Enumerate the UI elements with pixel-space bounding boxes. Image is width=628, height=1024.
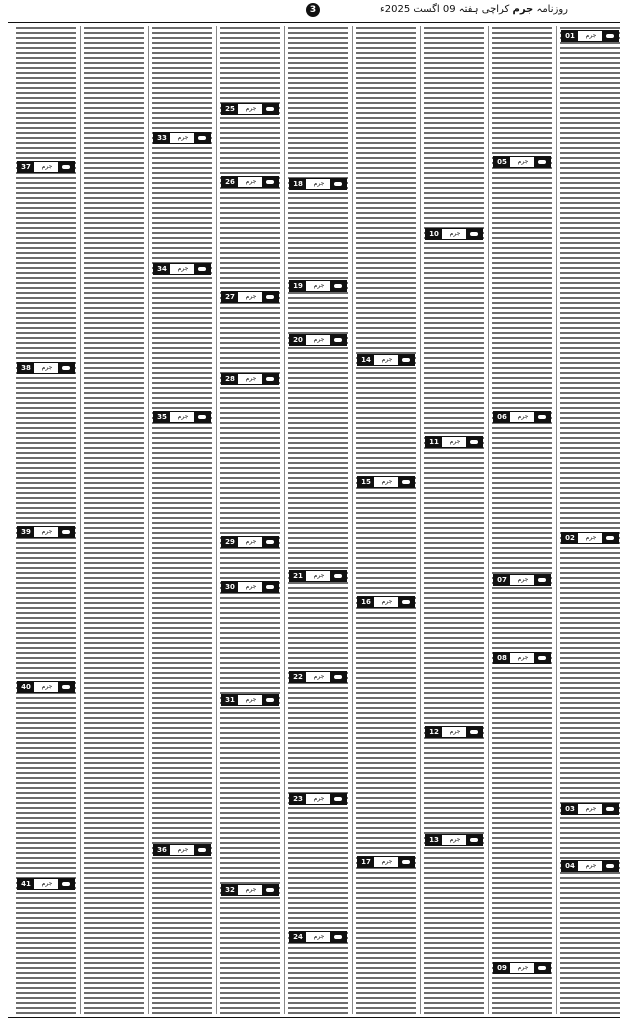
notice-header	[17, 161, 75, 173]
notice-header	[357, 354, 415, 366]
newspaper-logo-icon	[466, 229, 482, 239]
notice-header	[561, 532, 619, 544]
header-rule	[8, 22, 620, 23]
notice-label: جرم	[381, 858, 393, 865]
notice-label: جرم	[177, 413, 189, 420]
footer-rule	[8, 1017, 620, 1018]
notice-number: 09	[494, 963, 510, 973]
notice-number: 27	[222, 292, 238, 302]
notice-header	[221, 581, 279, 593]
notice-header	[221, 884, 279, 896]
notice-label: جرم	[449, 836, 461, 843]
notice-number: 10	[426, 229, 442, 239]
notice-label: جرم	[245, 178, 257, 185]
notice-label: جرم	[245, 886, 257, 893]
column-4	[356, 26, 416, 1014]
notice-number: 39	[18, 527, 34, 537]
notice-label: جرم	[41, 683, 53, 690]
page-number: 3	[306, 3, 320, 17]
notice-label: جرم	[585, 32, 597, 39]
notice-number: 17	[358, 857, 374, 867]
notice-number: 22	[290, 672, 306, 682]
notice-header	[493, 962, 551, 974]
title-prefix: روزنامہ	[536, 4, 568, 15]
newspaper-logo-icon	[398, 355, 414, 365]
newspaper-logo-icon	[330, 932, 346, 942]
notice-number: 18	[290, 179, 306, 189]
notice-number: 03	[562, 804, 578, 814]
newspaper-logo-icon	[534, 575, 550, 585]
notice-header	[561, 30, 619, 42]
notice-number: 02	[562, 533, 578, 543]
notice-label: جرم	[517, 576, 529, 583]
notice-header	[289, 280, 347, 292]
newspaper-logo-icon	[262, 885, 278, 895]
notice-number: 01	[562, 31, 578, 41]
notice-number: 16	[358, 597, 374, 607]
notice-label: جرم	[517, 158, 529, 165]
notice-label: جرم	[313, 673, 325, 680]
notice-header	[289, 334, 347, 346]
newspaper-logo-icon	[398, 597, 414, 607]
notice-label: جرم	[381, 478, 393, 485]
notice-header	[493, 574, 551, 586]
notice-header	[425, 726, 483, 738]
notice-label: جرم	[313, 282, 325, 289]
notice-header	[289, 178, 347, 190]
notice-label: جرم	[381, 598, 393, 605]
newspaper-logo-icon	[58, 363, 74, 373]
notice-header	[493, 652, 551, 664]
notice-label: جرم	[585, 805, 597, 812]
newspaper-logo-icon	[466, 835, 482, 845]
notice-number: 19	[290, 281, 306, 291]
notice-label: جرم	[313, 933, 325, 940]
notice-header	[17, 526, 75, 538]
notice-number: 20	[290, 335, 306, 345]
newspaper-logo-icon	[262, 374, 278, 384]
notice-label: جرم	[381, 356, 393, 363]
notice-header	[17, 362, 75, 374]
notice-header	[221, 176, 279, 188]
newspaper-logo-icon	[194, 845, 210, 855]
notice-number: 30	[222, 582, 238, 592]
notice-header	[153, 132, 211, 144]
notice-number: 34	[154, 264, 170, 274]
newspaper-logo-icon	[534, 157, 550, 167]
column-divider	[148, 26, 149, 1014]
notice-number: 31	[222, 695, 238, 705]
notice-label: جرم	[245, 375, 257, 382]
newspaper-logo-icon	[330, 571, 346, 581]
newspaper-logo-icon	[262, 177, 278, 187]
notice-header	[153, 844, 211, 856]
notice-label: جرم	[313, 572, 325, 579]
notice-label: جرم	[245, 293, 257, 300]
notice-label: جرم	[177, 265, 189, 272]
notice-label: جرم	[449, 728, 461, 735]
issue-date: ہفتہ 09 اگست 2025ء	[380, 4, 479, 15]
newspaper-logo-icon	[194, 133, 210, 143]
notice-header	[289, 793, 347, 805]
newspaper-logo-icon	[194, 264, 210, 274]
newspaper-logo-icon	[602, 804, 618, 814]
notice-number: 04	[562, 861, 578, 871]
notice-number: 32	[222, 885, 238, 895]
newspaper-logo-icon	[58, 682, 74, 692]
notice-header	[357, 476, 415, 488]
notice-number: 41	[18, 879, 34, 889]
notice-label: جرم	[585, 862, 597, 869]
notice-label: جرم	[313, 336, 325, 343]
notice-label: جرم	[41, 880, 53, 887]
column-3	[424, 26, 484, 1014]
notice-header	[221, 291, 279, 303]
newspaper-logo-icon	[330, 335, 346, 345]
notice-number: 14	[358, 355, 374, 365]
notice-number: 40	[18, 682, 34, 692]
notice-header	[221, 694, 279, 706]
notice-header	[289, 671, 347, 683]
notice-label: جرم	[517, 413, 529, 420]
notice-header	[493, 411, 551, 423]
page-title	[380, 3, 568, 17]
newspaper-logo-icon	[602, 861, 618, 871]
column-divider	[420, 26, 421, 1014]
newspaper-logo-icon	[534, 412, 550, 422]
column-2	[492, 26, 552, 1014]
notice-number: 23	[290, 794, 306, 804]
notice-header	[289, 931, 347, 943]
column-divider	[216, 26, 217, 1014]
notice-header	[561, 803, 619, 815]
notice-number: 25	[222, 104, 238, 114]
notice-label: جرم	[41, 364, 53, 371]
notice-number: 36	[154, 845, 170, 855]
notice-label: جرم	[41, 528, 53, 535]
notice-label: جرم	[245, 696, 257, 703]
column-9	[16, 26, 76, 1014]
masthead	[0, 0, 628, 28]
newspaper-logo-icon	[466, 437, 482, 447]
column-divider	[488, 26, 489, 1014]
brand-name: جرم	[512, 4, 534, 15]
notice-number: 12	[426, 727, 442, 737]
notice-header	[221, 536, 279, 548]
notice-label: جرم	[313, 180, 325, 187]
notice-header	[425, 436, 483, 448]
newspaper-logo-icon	[534, 963, 550, 973]
notice-label: جرم	[245, 105, 257, 112]
newspaper-logo-icon	[330, 672, 346, 682]
notice-number: 08	[494, 653, 510, 663]
notice-header	[425, 834, 483, 846]
notice-label: جرم	[517, 654, 529, 661]
column-6	[220, 26, 280, 1014]
newspaper-logo-icon	[262, 582, 278, 592]
notice-number: 33	[154, 133, 170, 143]
notice-header	[153, 411, 211, 423]
notice-number: 21	[290, 571, 306, 581]
newspaper-logo-icon	[398, 857, 414, 867]
column-5	[288, 26, 348, 1014]
notice-number: 15	[358, 477, 374, 487]
notice-number: 11	[426, 437, 442, 447]
notice-label: جرم	[313, 795, 325, 802]
notice-label: جرم	[41, 163, 53, 170]
column-divider	[80, 26, 81, 1014]
notice-label: جرم	[245, 538, 257, 545]
notice-header	[357, 596, 415, 608]
newspaper-logo-icon	[330, 179, 346, 189]
newspaper-logo-icon	[330, 794, 346, 804]
notice-label: جرم	[245, 583, 257, 590]
notice-header	[221, 373, 279, 385]
newspaper-logo-icon	[466, 727, 482, 737]
newspaper-logo-icon	[58, 162, 74, 172]
newspaper-logo-icon	[58, 879, 74, 889]
notice-label: جرم	[517, 964, 529, 971]
newspaper-logo-icon	[262, 104, 278, 114]
notice-number: 26	[222, 177, 238, 187]
newspaper-logo-icon	[262, 695, 278, 705]
notice-number: 05	[494, 157, 510, 167]
notice-label: جرم	[449, 230, 461, 237]
notice-header	[493, 156, 551, 168]
newspaper-logo-icon	[602, 533, 618, 543]
notice-number: 07	[494, 575, 510, 585]
newspaper-logo-icon	[602, 31, 618, 41]
notice-number: 29	[222, 537, 238, 547]
notice-number: 37	[18, 162, 34, 172]
notice-header	[357, 856, 415, 868]
newspaper-logo-icon	[534, 653, 550, 663]
notice-header	[561, 860, 619, 872]
notice-number: 13	[426, 835, 442, 845]
notice-header	[17, 681, 75, 693]
notice-header	[17, 878, 75, 890]
newspaper-logo-icon	[194, 412, 210, 422]
newspaper-logo-icon	[262, 292, 278, 302]
notice-number: 38	[18, 363, 34, 373]
notice-number: 35	[154, 412, 170, 422]
column-1	[560, 26, 620, 1014]
notice-number: 28	[222, 374, 238, 384]
notice-header	[153, 263, 211, 275]
newspaper-logo-icon	[330, 281, 346, 291]
column-divider	[284, 26, 285, 1014]
notice-number: 24	[290, 932, 306, 942]
newspaper-logo-icon	[58, 527, 74, 537]
newspaper-logo-icon	[262, 537, 278, 547]
notice-label: جرم	[177, 846, 189, 853]
notice-header	[289, 570, 347, 582]
column-divider	[352, 26, 353, 1014]
column-8	[84, 26, 144, 1014]
notice-label: جرم	[449, 438, 461, 445]
notice-label: جرم	[585, 534, 597, 541]
notice-label: جرم	[177, 134, 189, 141]
city: کراچی	[481, 4, 510, 15]
classifieds-columns	[8, 26, 620, 1014]
notice-number: 06	[494, 412, 510, 422]
notice-header	[425, 228, 483, 240]
column-7	[152, 26, 212, 1014]
column-divider	[556, 26, 557, 1014]
newspaper-logo-icon	[398, 477, 414, 487]
notice-header	[221, 103, 279, 115]
